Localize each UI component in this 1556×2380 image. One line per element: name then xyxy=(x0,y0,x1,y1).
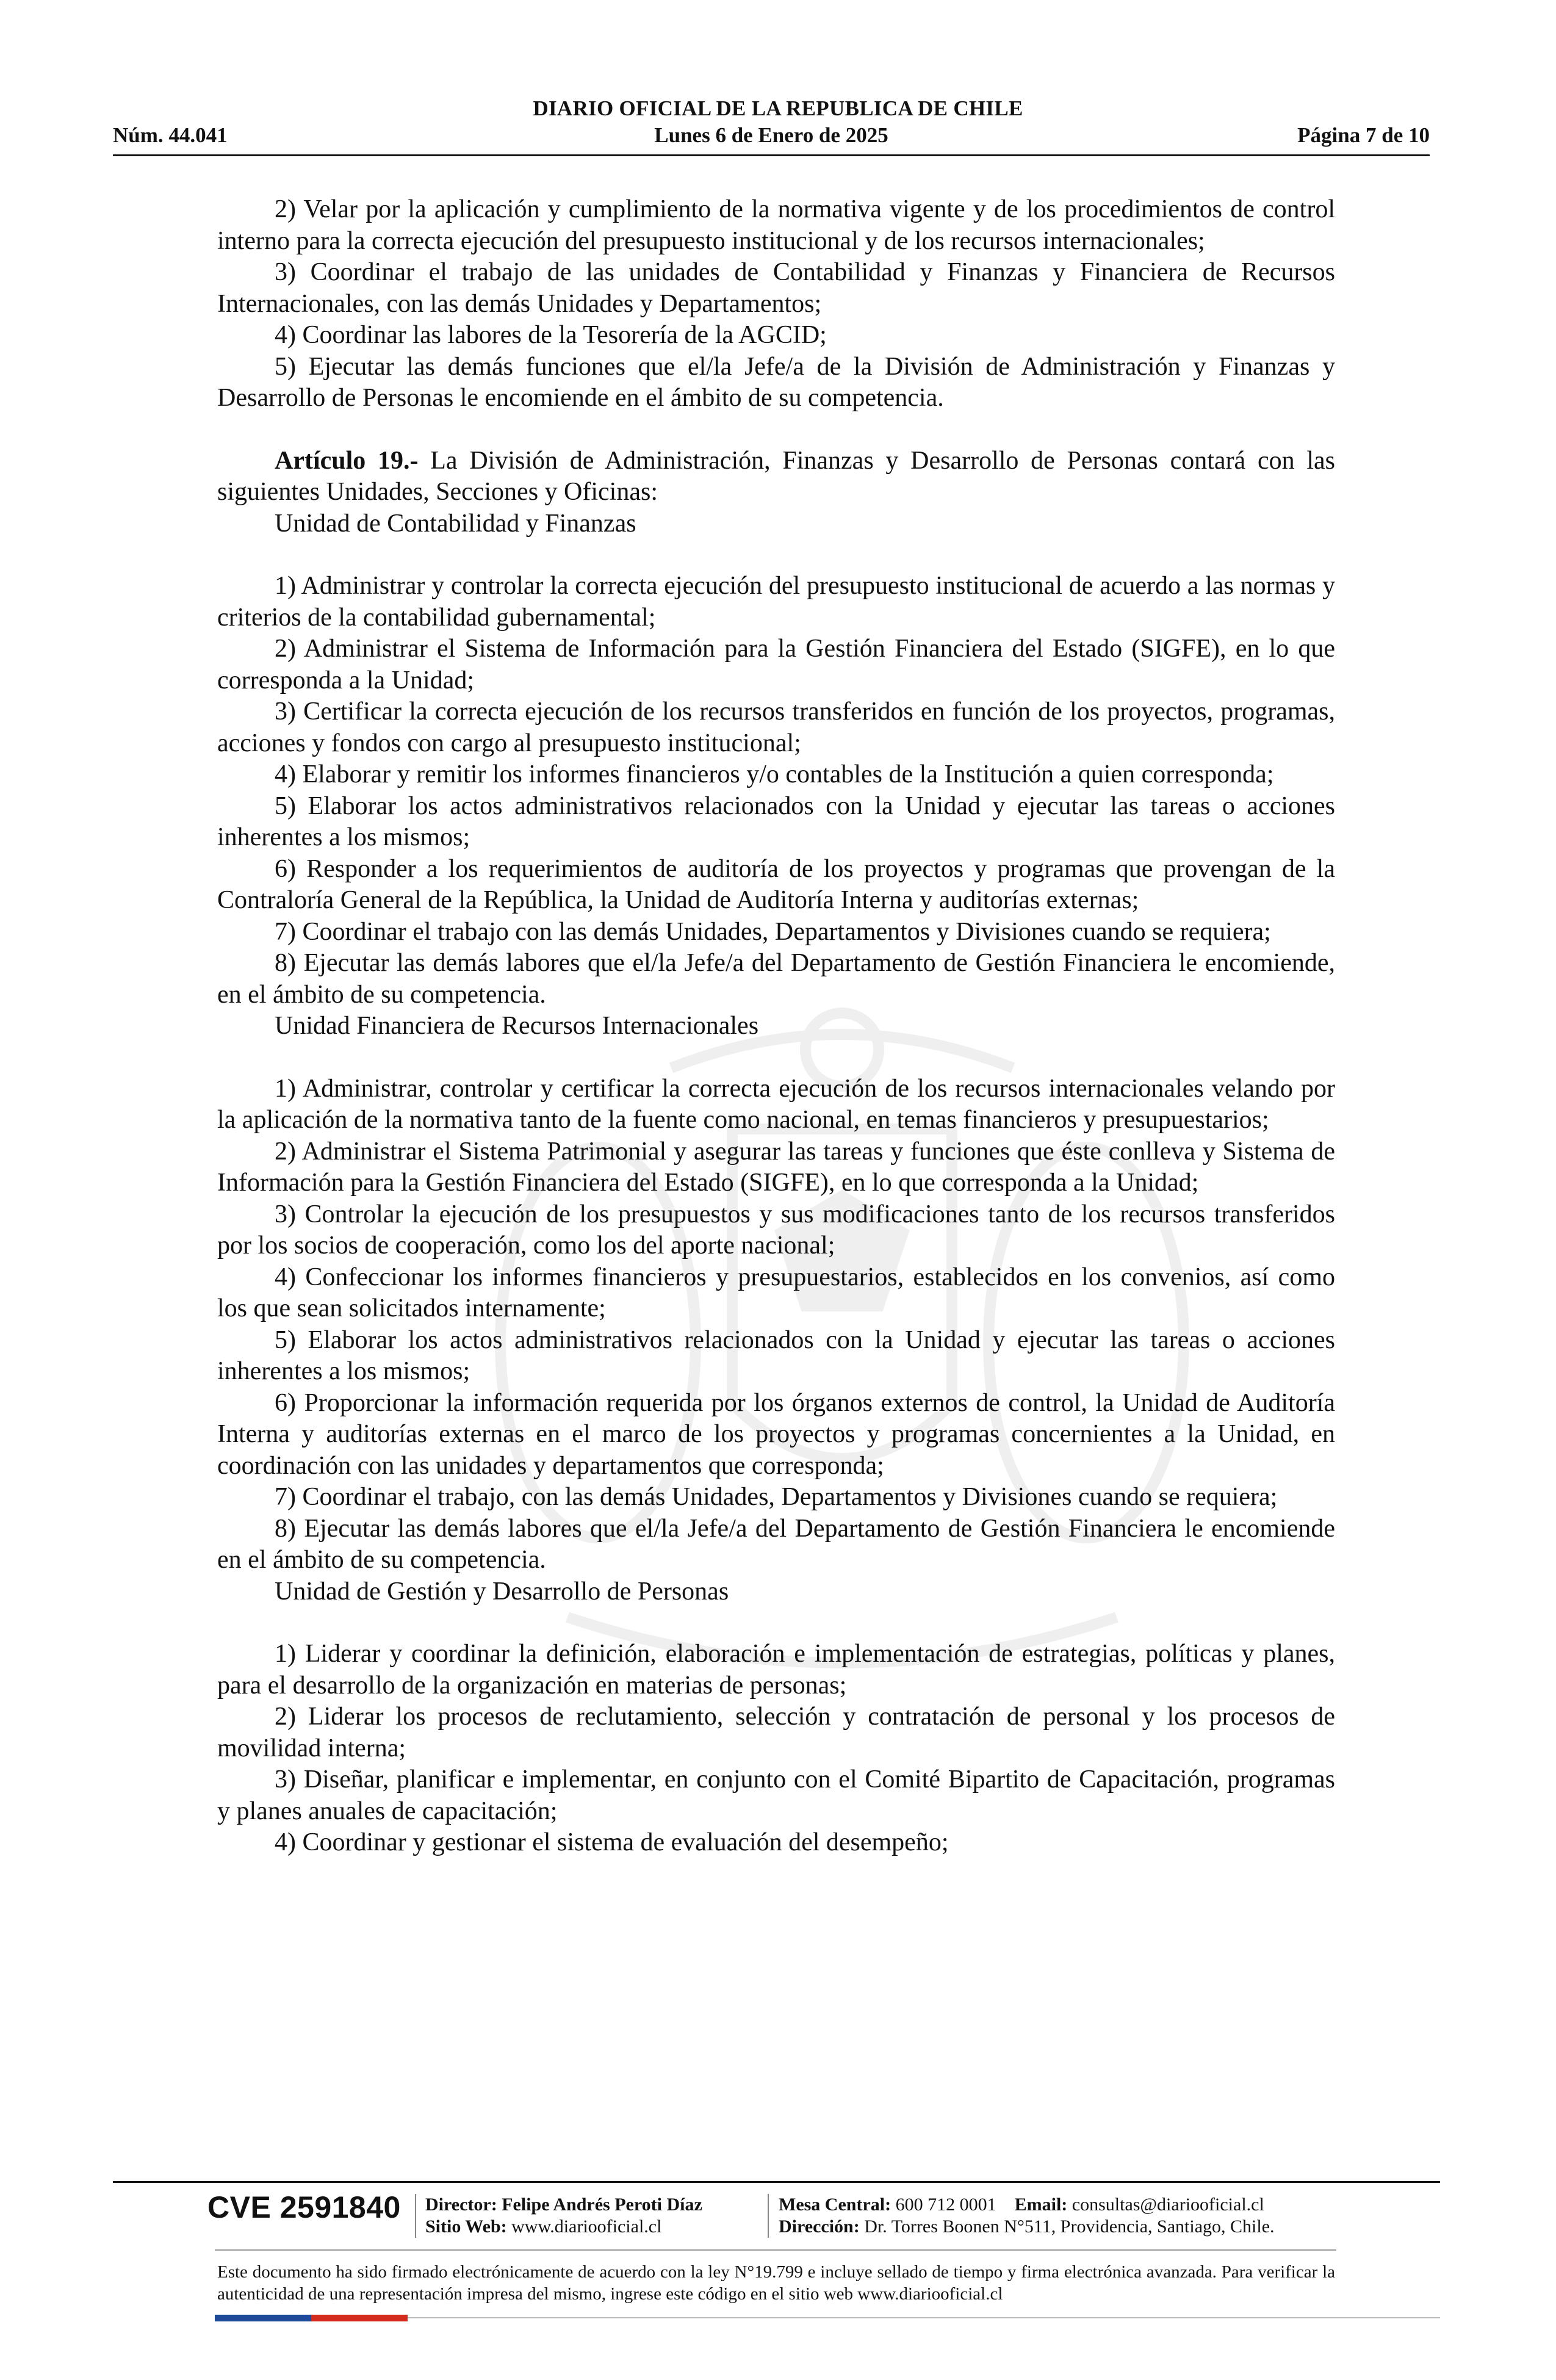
list-item: 8) Ejecutar las demás labores que el/la Jefe/a del Departamento de Gestión Financiera le encomiende en el ámbito de su competencia. xyxy=(217,1514,1335,1574)
list-item: 1) Administrar, controlar y certificar la correcta ejecución de los recursos internacionales velando por la aplicación de la normativa tanto de la fuente como nacional, en temas financieros y presupuestarios; xyxy=(217,1074,1335,1134)
list-item: 2) Administrar el Sistema Patrimonial y asegurar las tareas y funciones que éste conlleva y Sistema de Información para la Gestión Financiera del Estado (SIGFE), en lo que corresponda a la Unidad; xyxy=(217,1137,1335,1197)
address-label: Dirección: xyxy=(779,2216,860,2237)
footer-separator xyxy=(415,2194,416,2238)
header-divider xyxy=(113,154,1430,156)
list-item: 3) Diseñar, planificar e implementar, en conjunto con el Comité Bipartito de Capacitación, programas y planes anuales de capacitación; xyxy=(217,1765,1335,1825)
list-item: 2) Velar por la aplicación y cumplimiento de la normativa vigente y de los procedimientos de control interno para la correcta ejecución del presupuesto institucional y de los recursos internacionales; xyxy=(217,195,1335,255)
flag-stripe-blue xyxy=(215,2315,311,2321)
list-item: 6) Proporcionar la información requerida por los órganos externos de control, la Unidad de Auditoría Interna y auditorías externas en el marco de los proyectos y programas concernientes a la Unidad, en coordinación con las unidades y departamentos que corresponda; xyxy=(217,1388,1335,1480)
issue-number: Núm. 44.041 xyxy=(113,123,228,147)
list-item: 2) Administrar el Sistema de Información para la Gestión Financiera del Estado (SIGFE), en lo que corresponda a la Unidad; xyxy=(217,635,1335,694)
list-item: 4) Elaborar y remitir los informes financieros y/o contables de la Institución a quien corresponda; xyxy=(275,760,1274,788)
unit-heading: Unidad de Contabilidad y Finanzas xyxy=(275,509,636,538)
site-link[interactable]: www.diariooficial.cl xyxy=(511,2216,662,2237)
phone-number: 600 712 0001 xyxy=(895,2194,996,2215)
list-item: 3) Certificar la correcta ejecución de los recursos transferidos en función de los proyectos, programas, acciones y fondos con cargo al presupuesto institucional; xyxy=(217,698,1335,757)
list-item: 1) Administrar y controlar la correcta ejecución del presupuesto institucional de acuerdo a las normas y criterios de la contabilidad gubernamental; xyxy=(217,572,1335,632)
list-item: 4) Coordinar las labores de la Tesorería de la AGCID; xyxy=(275,321,827,349)
list-item: 2) Liderar los procesos de reclutamiento, selección y contratación de personal y los procesos de movilidad interna; xyxy=(217,1703,1335,1762)
flag-stripe-red xyxy=(311,2315,408,2321)
list-item: 4) Confeccionar los informes financieros y presupuestarios, establecidos en los convenios, así como los que sean solicitados internamente; xyxy=(217,1263,1335,1322)
address-text: Dr. Torres Boonen N°511, Providencia, Santiago, Chile. xyxy=(864,2216,1275,2237)
list-item: 5) Elaborar los actos administrativos relacionados con la Unidad y ejecutar las tareas o acciones inherentes a los mismos; xyxy=(217,792,1335,851)
article-text: La División de Administración, Finanzas y Desarrollo de Personas contará con las siguientes Unidades, Secciones y Oficinas: xyxy=(217,446,1335,506)
footer-separator xyxy=(768,2194,769,2238)
article-label: Artículo 19.- xyxy=(275,446,419,475)
list-item: 7) Coordinar el trabajo, con las demás Unidades, Departamentos y Divisiones cuando se requiera; xyxy=(275,1483,1278,1511)
list-item: 1) Liderar y coordinar la definición, elaboración e implementación de estrategias, políticas y planes, para el desarrollo de la organización en materias de personas; xyxy=(217,1640,1335,1700)
footer-inner-divider xyxy=(215,2249,1336,2251)
cve-code: CVE 2591840 xyxy=(207,2190,401,2224)
list-item: 8) Ejecutar las demás labores que el/la Jefe/a del Departamento de Gestión Financiera le encomiende, en el ámbito de su competencia. xyxy=(217,949,1335,1009)
director-label: Director: xyxy=(425,2194,497,2215)
list-item: 4) Coordinar y gestionar el sistema de evaluación del desempeño; xyxy=(275,1828,949,1856)
footer-contact-block xyxy=(779,2194,1275,2238)
unit-heading: Unidad de Gestión y Desarrollo de Personas xyxy=(275,1577,729,1606)
footer-director-block xyxy=(425,2194,702,2238)
list-item: 5) Ejecutar las demás funciones que el/la Jefe/a de la División de Administración y Finanzas y Desarrollo de Personas le encomiende en el ámbito de su competencia. xyxy=(217,352,1335,412)
page-number: Página 7 de 10 xyxy=(1297,123,1430,147)
email-link[interactable]: consultas@diariooficial.cl xyxy=(1072,2194,1264,2215)
footer-divider xyxy=(113,2181,1440,2183)
signature-disclaimer: Este documento ha sido firmado electrónicamente de acuerdo con la ley N°19.799 e incluye sellado de tiempo y firma electrónica avanzada. Para verificar la autenticidad de una representación impresa del mismo, ingrese este código en el sitio web www.diariooficial.cl xyxy=(217,2262,1335,2304)
phone-label: Mesa Central: xyxy=(779,2194,891,2215)
issue-date: Lunes 6 de Enero de 2025 xyxy=(654,123,888,147)
email-label: Email: xyxy=(1014,2194,1068,2215)
list-item: 3) Controlar la ejecución de los presupuestos y sus modificaciones tanto de los recursos transferidos por los socios de cooperación, como los del aporte nacional; xyxy=(217,1200,1335,1260)
newspaper-title: DIARIO OFICIAL DE LA REPUBLICA DE CHILE xyxy=(533,96,1023,120)
site-label: Sitio Web: xyxy=(425,2216,507,2237)
director-name: Felipe Andrés Peroti Díaz xyxy=(502,2194,702,2215)
list-item: 7) Coordinar el trabajo con las demás Unidades, Departamentos y Divisiones cuando se requiera; xyxy=(275,917,1271,946)
unit-heading: Unidad Financiera de Recursos Internacionales xyxy=(275,1012,759,1040)
document-body xyxy=(217,194,1335,1859)
list-item: 6) Responder a los requerimientos de auditoría de los proyectos y programas que provengan de la Contraloría General de la República, la Unidad de Auditoría Interna y auditorías externas; xyxy=(217,854,1335,914)
bottom-rule xyxy=(408,2317,1440,2318)
list-item: 5) Elaborar los actos administrativos relacionados con la Unidad y ejecutar las tareas o acciones inherentes a los mismos; xyxy=(217,1325,1335,1385)
list-item: 3) Coordinar el trabajo de las unidades de Contabilidad y Finanzas y Financiera de Recursos Internacionales, con las demás Unidades y Departamentos; xyxy=(217,258,1335,318)
article-19-paragraph xyxy=(217,445,1335,508)
